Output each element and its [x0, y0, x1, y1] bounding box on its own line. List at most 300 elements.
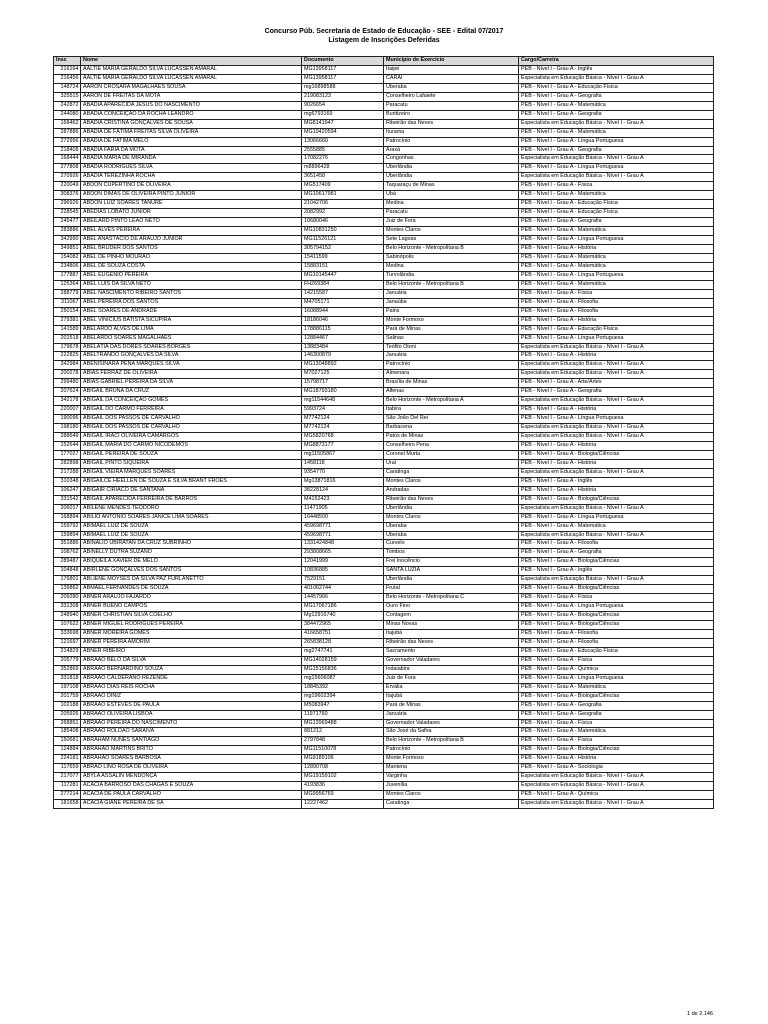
cell-municipio: Juiz de Fora — [384, 218, 519, 227]
cell-municipio: Indaiabira — [384, 665, 519, 674]
cell-municipio: Ervália — [384, 683, 519, 692]
cell-insc: 179678 — [54, 343, 81, 352]
table-row — [54, 540, 714, 549]
cell-insc: 152644 — [54, 441, 81, 450]
cell-insc: 117281 — [54, 782, 81, 791]
cell-nome: ABNER MIGUEL RODRIGUES PEREIRA — [81, 621, 302, 630]
cell-documento: 13883484 — [302, 343, 384, 352]
cell-municipio: Medina — [384, 200, 519, 209]
cell-insc: 190096 — [54, 415, 81, 424]
cell-nome: ABIQUEILA XAVIER DE MELO — [81, 558, 302, 567]
cell-nome: AARON DE FREITAS DA MOTA — [81, 92, 302, 101]
cell-cargo: PEB - Nível I - Grau A - Química — [519, 791, 714, 800]
table-row — [54, 647, 714, 656]
cell-municipio: Conselheiro Pena — [384, 441, 519, 450]
cell-cargo: PEB - Nível I - Grau A - Matemática — [519, 101, 714, 110]
cell-insc: 270926 — [54, 173, 81, 182]
cell-insc: 216164 — [54, 65, 81, 74]
table-row — [54, 638, 714, 647]
document-subtitle: Listagem de Inscrições Deferidas — [328, 37, 440, 44]
cell-documento: 459698771 — [302, 522, 384, 531]
cell-cargo: PEB - Nível I - Grau A - Geografia — [519, 146, 714, 155]
cell-nome: ABIAS GABRIEL PEREIRA DA SILVA — [81, 379, 302, 388]
cell-cargo: PEB - Nível I - Grau A - Filosofia — [519, 307, 714, 316]
cell-municipio: Governador Valadares — [384, 656, 519, 665]
cell-documento: Mg12916740 — [302, 612, 384, 621]
table-row — [54, 477, 714, 486]
table-row — [54, 280, 714, 289]
table-row — [54, 334, 714, 343]
cell-insc: 272956 — [54, 137, 81, 146]
cell-insc: 216456 — [54, 74, 81, 83]
cell-documento: MG11510078 — [302, 746, 384, 755]
cell-documento: 15883151 — [302, 262, 384, 271]
cell-cargo: Especialista em Educação Básica - Nível I - Grau A — [519, 361, 714, 370]
cell-nome: AALTIE MARIA GERALDO SILVA LUCASSEN AMARAL — [81, 65, 302, 74]
cell-insc: 289487 — [54, 558, 81, 567]
table-row — [54, 441, 714, 450]
cell-nome: ABIGAIL APARECIDA FERREIRA DE BARROS — [81, 495, 302, 504]
cell-nome: ABEILARD PINTO LEAO NETO — [81, 218, 302, 227]
cell-insc: 207624 — [54, 388, 81, 397]
cell-municipio: Iturama — [384, 128, 519, 137]
cell-municipio: Curvelo — [384, 540, 519, 549]
cell-municipio: Uberaba — [384, 531, 519, 540]
cell-municipio: Ribeirão das Neves — [384, 638, 519, 647]
cell-municipio: Belo Horizonte - Metropolitana C — [384, 594, 519, 603]
cell-documento: M7027125 — [302, 370, 384, 379]
cell-municipio: Januária — [384, 289, 519, 298]
cell-municipio: Contagem — [384, 612, 519, 621]
table-row — [54, 200, 714, 209]
cell-municipio: Ribeirão das Neves — [384, 119, 519, 128]
cell-insc: 288649 — [54, 433, 81, 442]
cell-insc: 242872 — [54, 101, 81, 110]
cell-documento: 293808665 — [302, 549, 384, 558]
cell-documento: 11471905 — [302, 504, 384, 513]
cell-insc: 159894 — [54, 531, 81, 540]
cell-documento: M4705171 — [302, 298, 384, 307]
table-row — [54, 415, 714, 424]
cell-cargo: PEB - Nível I - Grau A - História — [519, 406, 714, 415]
cell-documento: MG10617981 — [302, 191, 384, 200]
cell-nome: ABIAS FERRAZ DE OLIVEIRA — [81, 370, 302, 379]
page-number: 1 de 2.146 — [687, 1011, 713, 1017]
table-row — [54, 782, 714, 791]
cell-documento: M7742124 — [302, 415, 384, 424]
cell-cargo: PEB - Nível I - Grau A - Matemática — [519, 280, 714, 289]
cell-nome: ABRAÃO ROLDÃO SARAIVA — [81, 728, 302, 737]
table-row — [54, 316, 714, 325]
table-row — [54, 92, 714, 101]
table-row — [54, 692, 714, 701]
cell-nome: ABNER BUENO CAMPOS — [81, 603, 302, 612]
cell-insc: 159792 — [54, 522, 81, 531]
table-row — [54, 683, 714, 692]
cell-insc: 244080 — [54, 110, 81, 119]
cell-cargo: PEB - Nível I - Grau A - Química — [519, 665, 714, 674]
cell-insc: 288779 — [54, 289, 81, 298]
table-row — [54, 603, 714, 612]
cell-cargo: PEB - Nível I - Grau A - Geografia — [519, 218, 714, 227]
cell-documento: Mg13871816 — [302, 477, 384, 486]
table-row — [54, 191, 714, 200]
cell-insc: 177027 — [54, 450, 81, 459]
cell-nome: ABILENE MENDES TEODORO — [81, 504, 302, 513]
table-row — [54, 298, 714, 307]
table-row — [54, 746, 714, 755]
cell-municipio: Montes Claros — [384, 227, 519, 236]
cell-nome: ABIGAIL IRACI OLIVEIRA CAMARGOS — [81, 433, 302, 442]
cell-municipio: Ouro Fino — [384, 603, 519, 612]
column-header-documento: Documento — [302, 57, 384, 66]
cell-documento: 459698771 — [302, 531, 384, 540]
cell-cargo: PEB - Nível I - Grau A - Língua Portuguesa — [519, 513, 714, 522]
cell-insc: 268851 — [54, 719, 81, 728]
cell-cargo: PEB - Nível I - Grau A - Língua Portuguesa — [519, 271, 714, 280]
cell-insc: 176801 — [54, 576, 81, 585]
cell-municipio: Araxá — [384, 146, 519, 155]
cell-documento: 416658751 — [302, 630, 384, 639]
cell-nome: ABRAÃO ESTEVES DE PAULA — [81, 701, 302, 710]
cell-nome: ABADIA DE FÁTIMA FREITAS SILVA OLIVEIRA — [81, 128, 302, 137]
table-row — [54, 764, 714, 773]
cell-municipio: Montes Claros — [384, 513, 519, 522]
cell-documento: MG10420594 — [302, 128, 384, 137]
cell-nome: ABRAHÃO SOARES BARBOSA — [81, 755, 302, 764]
table-row — [54, 513, 714, 522]
table-row — [54, 486, 714, 495]
table-row — [54, 343, 714, 352]
cell-nome: ABIRLENE GONÇALVES DOS SANTOS — [81, 567, 302, 576]
cell-cargo: PEB - Nível I - Grau A - Filosofia — [519, 540, 714, 549]
cell-insc: 206017 — [54, 504, 81, 513]
cell-cargo: PEB - Nível I - Grau A - Biologia/Ciências — [519, 692, 714, 701]
cell-insc: 248940 — [54, 612, 81, 621]
cell-documento: mg6793169 — [302, 110, 384, 119]
cell-cargo: PEB - Nível I - Grau A - História — [519, 441, 714, 450]
table-row — [54, 567, 714, 576]
cell-documento: 15798717 — [302, 379, 384, 388]
cell-insc: 308376 — [54, 191, 81, 200]
cell-documento: 305794152 — [302, 245, 384, 254]
table-row — [54, 737, 714, 746]
cell-cargo: Especialista em Educação Básica - Nível I - Grau A — [519, 343, 714, 352]
cell-documento: 1458118 — [302, 459, 384, 468]
cell-insc: 218408 — [54, 146, 81, 155]
cell-municipio: Pará de Minas — [384, 701, 519, 710]
cell-municipio: Caratinga — [384, 800, 519, 809]
cell-nome: ABEL EUGÊNIO PEREIRA — [81, 271, 302, 280]
cell-nome: ABEL DE SOUZA COSTA — [81, 262, 302, 271]
cell-nome: ABIGAIL BRUNA DA CRUZ — [81, 388, 302, 397]
table-header-row — [54, 57, 714, 66]
cell-nome: ABDON CUPERTINO DE OLIVEIRA — [81, 182, 302, 191]
cell-municipio: Frei Inocêncio — [384, 558, 519, 567]
cell-cargo: PEB - Nível I - Grau A - História — [519, 316, 714, 325]
cell-municipio: Andradas — [384, 486, 519, 495]
cell-insc: 139862 — [54, 585, 81, 594]
cell-nome: ABRAÃO CALDERANO REZENDE — [81, 674, 302, 683]
table-row — [54, 701, 714, 710]
table-row — [54, 379, 714, 388]
cell-municipio: Pará de Minas — [384, 325, 519, 334]
table-row — [54, 74, 714, 83]
cell-nome: ABEL ALVES PEREIRA — [81, 227, 302, 236]
table-row — [54, 182, 714, 191]
cell-nome: ABIGAIL VIEIRA MARQUES SOARES — [81, 468, 302, 477]
cell-nome: ABELARDO ALVES DE LIMA — [81, 325, 302, 334]
cell-cargo: Especialista em Educação Básica - Nível I - Grau A — [519, 173, 714, 182]
cell-documento: MG13958117 — [302, 65, 384, 74]
cell-documento: 14457966 — [302, 594, 384, 603]
cell-municipio: Sabinópolis — [384, 253, 519, 262]
cell-cargo: PEB - Nível I - Grau A - Matemática — [519, 253, 714, 262]
cell-municipio: Patrocínio — [384, 746, 519, 755]
table-row — [54, 495, 714, 504]
cell-insc: 351886 — [54, 540, 81, 549]
table-body — [54, 65, 714, 808]
cell-insc: 121697 — [54, 638, 81, 647]
cell-documento: 12041999 — [302, 558, 384, 567]
cell-nome: ABEL PEREIRA DOS SANTOS — [81, 298, 302, 307]
cell-cargo: Especialista em Educação Básica - Nível I - Grau A — [519, 119, 714, 128]
cell-documento: 10836885 — [302, 567, 384, 576]
cell-municipio: Frutal — [384, 585, 519, 594]
cell-documento: 14215587 — [302, 289, 384, 298]
cell-nome: ABIGAIL MARIA DO CARMO NICODEMOS — [81, 441, 302, 450]
cell-municipio: Uberlândia — [384, 576, 519, 585]
cell-nome: ABNER PEREIRA AMORIM — [81, 638, 302, 647]
cell-cargo: PEB - Nível I - Grau A - Língua Portuguesa — [519, 334, 714, 343]
cell-documento: FH269384 — [302, 280, 384, 289]
cell-municipio: São João Del Rei — [384, 415, 519, 424]
table-row — [54, 674, 714, 683]
table-row — [54, 630, 714, 639]
cell-nome: ABILIO ANTONIO SOARES JANICE LIMA SOARES — [81, 513, 302, 522]
cell-nome: ABNER CHRISTIAN SILVA COELHO — [81, 612, 302, 621]
cell-documento: mg11544648 — [302, 397, 384, 406]
cell-nome: ABNER MOREIRA GOMES — [81, 630, 302, 639]
cell-municipio: Ubá — [384, 191, 519, 200]
cell-nome: ACÁCIA BARROSO DAS CHAGAS E SOUZA — [81, 782, 302, 791]
cell-insc: 283886 — [54, 227, 81, 236]
cell-municipio: Almenara — [384, 370, 519, 379]
table-row — [54, 665, 714, 674]
cell-cargo: PEB - Nível I - Grau A - História — [519, 459, 714, 468]
cell-municipio: Turvolândia — [384, 271, 519, 280]
table-row — [54, 755, 714, 764]
cell-cargo: PEB - Nível I - Grau A - Geografia — [519, 549, 714, 558]
cell-documento: 12227462 — [302, 800, 384, 809]
cell-cargo: PEB - Nível I - Grau A - Geografia — [519, 701, 714, 710]
cell-nome: ABDON DIMAS DE OLIVEIRA PINTO JUNIOR — [81, 191, 302, 200]
cell-nome: ABEL DE PINHO MOURÃO — [81, 253, 302, 262]
cell-nome: ABEL NASCIMENTO RIBEIRO SANTOS — [81, 289, 302, 298]
cell-nome: ABLIENE MOYSÉS DA SILVA PAZ FURLANETTO — [81, 576, 302, 585]
cell-municipio: Patos de Minas — [384, 433, 519, 442]
cell-insc: 217077 — [54, 773, 81, 782]
cell-insc: 197108 — [54, 683, 81, 692]
cell-nome: ABIMAEL LUIZ DE SOUZA — [81, 531, 302, 540]
cell-insc: 342178 — [54, 397, 81, 406]
cell-insc: 277214 — [54, 791, 81, 800]
cell-insc: 201759 — [54, 692, 81, 701]
cell-municipio: Paracatu — [384, 209, 519, 218]
cell-municipio: Juiz de Fora — [384, 674, 519, 683]
cell-nome: ABEDIAS LOBATO JUNIOR — [81, 209, 302, 218]
cell-cargo: PEB - Nível I - Grau A - Geografia — [519, 110, 714, 119]
cell-insc: 205926 — [54, 710, 81, 719]
cell-nome: ABIGAILCE HEELLEN DE SOUZA E SILVA BRANT FRÓES — [81, 477, 302, 486]
cell-documento: 4193836 — [302, 782, 384, 791]
cell-insc: 185408 — [54, 728, 81, 737]
table-row — [54, 65, 714, 74]
cell-insc: 124884 — [54, 746, 81, 755]
cell-municipio: Salinas — [384, 334, 519, 343]
table-row — [54, 450, 714, 459]
cell-documento: MG13969488 — [302, 719, 384, 728]
cell-municipio: Medina — [384, 262, 519, 271]
table-row — [54, 271, 714, 280]
cell-municipio: Coronel Murta — [384, 450, 519, 459]
cell-cargo: PEB - Nível I - Grau A - Física — [519, 719, 714, 728]
cell-nome: ABIGAIL DOS PASSOS DE CARVALHO — [81, 424, 302, 433]
cell-cargo: PEB - Nível I - Grau A - Biologia/Ciências — [519, 621, 714, 630]
cell-nome: ABYLA ASSALIN MENDONÇA — [81, 773, 302, 782]
cell-cargo: PEB - Nível I - Grau A - Geografia — [519, 92, 714, 101]
cell-insc: 117659 — [54, 764, 81, 773]
cell-documento: 16448500 — [302, 513, 384, 522]
cell-documento: MG10831250 — [302, 227, 384, 236]
cell-nome: ABIGAIL DO CARMO FERREIRA — [81, 406, 302, 415]
table-row — [54, 137, 714, 146]
cell-documento: 13066660 — [302, 137, 384, 146]
cell-documento: MG11526121 — [302, 236, 384, 245]
cell-insc: 331818 — [54, 674, 81, 683]
cell-nome: ABEL VINICIUS BATISTA SICUPIRA — [81, 316, 302, 325]
cell-municipio: Monte Formoso — [384, 755, 519, 764]
table-row — [54, 164, 714, 173]
cell-nome: ABEL BRUDER DOS SANTOS — [81, 245, 302, 254]
cell-insc: 104848 — [54, 567, 81, 576]
cell-municipio: Tombos — [384, 549, 519, 558]
cell-cargo: PEB - Nível I - Grau A - Educação Física — [519, 209, 714, 218]
cell-municipio: Montes Claros — [384, 791, 519, 800]
cell-documento: MG5820768 — [302, 433, 384, 442]
cell-documento: MG8141947 — [302, 119, 384, 128]
table-row — [54, 128, 714, 137]
table-row — [54, 656, 714, 665]
cell-municipio: Juvenília — [384, 782, 519, 791]
cell-documento: MG9956769 — [302, 791, 384, 800]
cell-municipio: Belo Horizonte - Metropolitana B — [384, 737, 519, 746]
cell-nome: ABRAHÃO MARTINS BRITO — [81, 746, 302, 755]
cell-cargo: PEB - Nível I - Grau A - Física — [519, 656, 714, 665]
cell-cargo: PEB - Nível I - Grau A - Língua Portuguesa — [519, 164, 714, 173]
cell-documento: MG8873177 — [302, 441, 384, 450]
cell-cargo: PEB - Nível I - Grau A - Língua Portuguesa — [519, 236, 714, 245]
table-row — [54, 594, 714, 603]
table-row — [54, 433, 714, 442]
cell-insc: 296926 — [54, 200, 81, 209]
cell-nome: ABRAÃO DINIZ — [81, 692, 302, 701]
cell-insc: 177887 — [54, 271, 81, 280]
cell-municipio: Patrocínio — [384, 137, 519, 146]
cell-nome: ABRAÃO BELO DA SILVA — [81, 656, 302, 665]
cell-documento: 219083123 — [302, 92, 384, 101]
cell-documento: 2797848 — [302, 737, 384, 746]
cell-cargo: PEB - Nível I - Grau A - Biologia/Ciências — [519, 450, 714, 459]
table-row — [54, 468, 714, 477]
cell-municipio: Itajubá — [384, 692, 519, 701]
cell-documento: 401062744 — [302, 585, 384, 594]
cell-municipio: Patrocínio — [384, 361, 519, 370]
cell-cargo: PEB - Nível I - Grau A - Biologia/Ciências — [519, 746, 714, 755]
cell-cargo: PEB - Nível I - Grau A - Biologia/Ciências — [519, 495, 714, 504]
cell-cargo: PEB - Nível I - Grau A - Língua Portuguesa — [519, 674, 714, 683]
cell-nome: ABIGAIR CIRIACO DE SANTANA — [81, 486, 302, 495]
cell-cargo: Especialista em Educação Básica - Nível I - Grau A — [519, 531, 714, 540]
cell-cargo: Especialista em Educação Básica - Nível I - Grau A — [519, 433, 714, 442]
cell-nome: AALTIE MARIA GERALDO SILVA LUCASSEN AMARAL — [81, 74, 302, 83]
cell-documento: 384472965 — [302, 621, 384, 630]
cell-cargo: PEB - Nível I - Grau A - Arte/Artes — [519, 379, 714, 388]
cell-insc: 277808 — [54, 164, 81, 173]
cell-cargo: Especialista em Educação Básica - Nível I - Grau A — [519, 468, 714, 477]
table-row — [54, 83, 714, 92]
cell-insc: 107622 — [54, 621, 81, 630]
cell-municipio: Itajubá — [384, 630, 519, 639]
cell-insc: 342990 — [54, 236, 81, 245]
cell-cargo: PEB - Nível I - Grau A - Inglês — [519, 567, 714, 576]
cell-insc: 311067 — [54, 298, 81, 307]
cell-nome: ABMAEL FERNANDES DE SOUZA — [81, 585, 302, 594]
table-row — [54, 406, 714, 415]
cell-cargo: Especialista em Educação Básica - Nível I - Grau A — [519, 397, 714, 406]
cell-documento: 2082992 — [302, 209, 384, 218]
cell-nome: ABIGAIL DA CONCEIÇÃO GOMES — [81, 397, 302, 406]
cell-cargo: PEB - Nível I - Grau A - História — [519, 486, 714, 495]
table-row — [54, 209, 714, 218]
cell-documento: MG17067186 — [302, 603, 384, 612]
cell-cargo: Especialista em Educação Básica - Nível I - Grau A — [519, 576, 714, 585]
cell-insc: 102188 — [54, 701, 81, 710]
cell-insc: 201518 — [54, 334, 81, 343]
table-row — [54, 119, 714, 128]
cell-cargo: PEB - Nível I - Grau A - Filosofia — [519, 298, 714, 307]
cell-municipio: Januária — [384, 710, 519, 719]
cell-insc: 245477 — [54, 218, 81, 227]
cell-insc: 198180 — [54, 424, 81, 433]
cell-documento: MG15156836 — [302, 665, 384, 674]
cell-documento: 3651458 — [302, 173, 384, 182]
cell-nome: ABRAO LINO ROSA DE OLIVEIRA — [81, 764, 302, 773]
table-row — [54, 352, 714, 361]
cell-municipio: Monte Formoso — [384, 316, 519, 325]
cell-nome: ABADIA FARIA DA MOTA — [81, 146, 302, 155]
cell-documento: m8896428 — [302, 164, 384, 173]
cell-insc: 250154 — [54, 307, 81, 316]
table-row — [54, 504, 714, 513]
cell-cargo: PEB - Nível I - Grau A - Matemática — [519, 522, 714, 531]
table-row — [54, 227, 714, 236]
cell-municipio: SANTA LUZIA — [384, 567, 519, 576]
column-header-insc: Insc — [54, 57, 81, 66]
cell-documento: 12890708 — [302, 764, 384, 773]
cell-documento: 265838128 — [302, 638, 384, 647]
cell-insc: 150681 — [54, 737, 81, 746]
